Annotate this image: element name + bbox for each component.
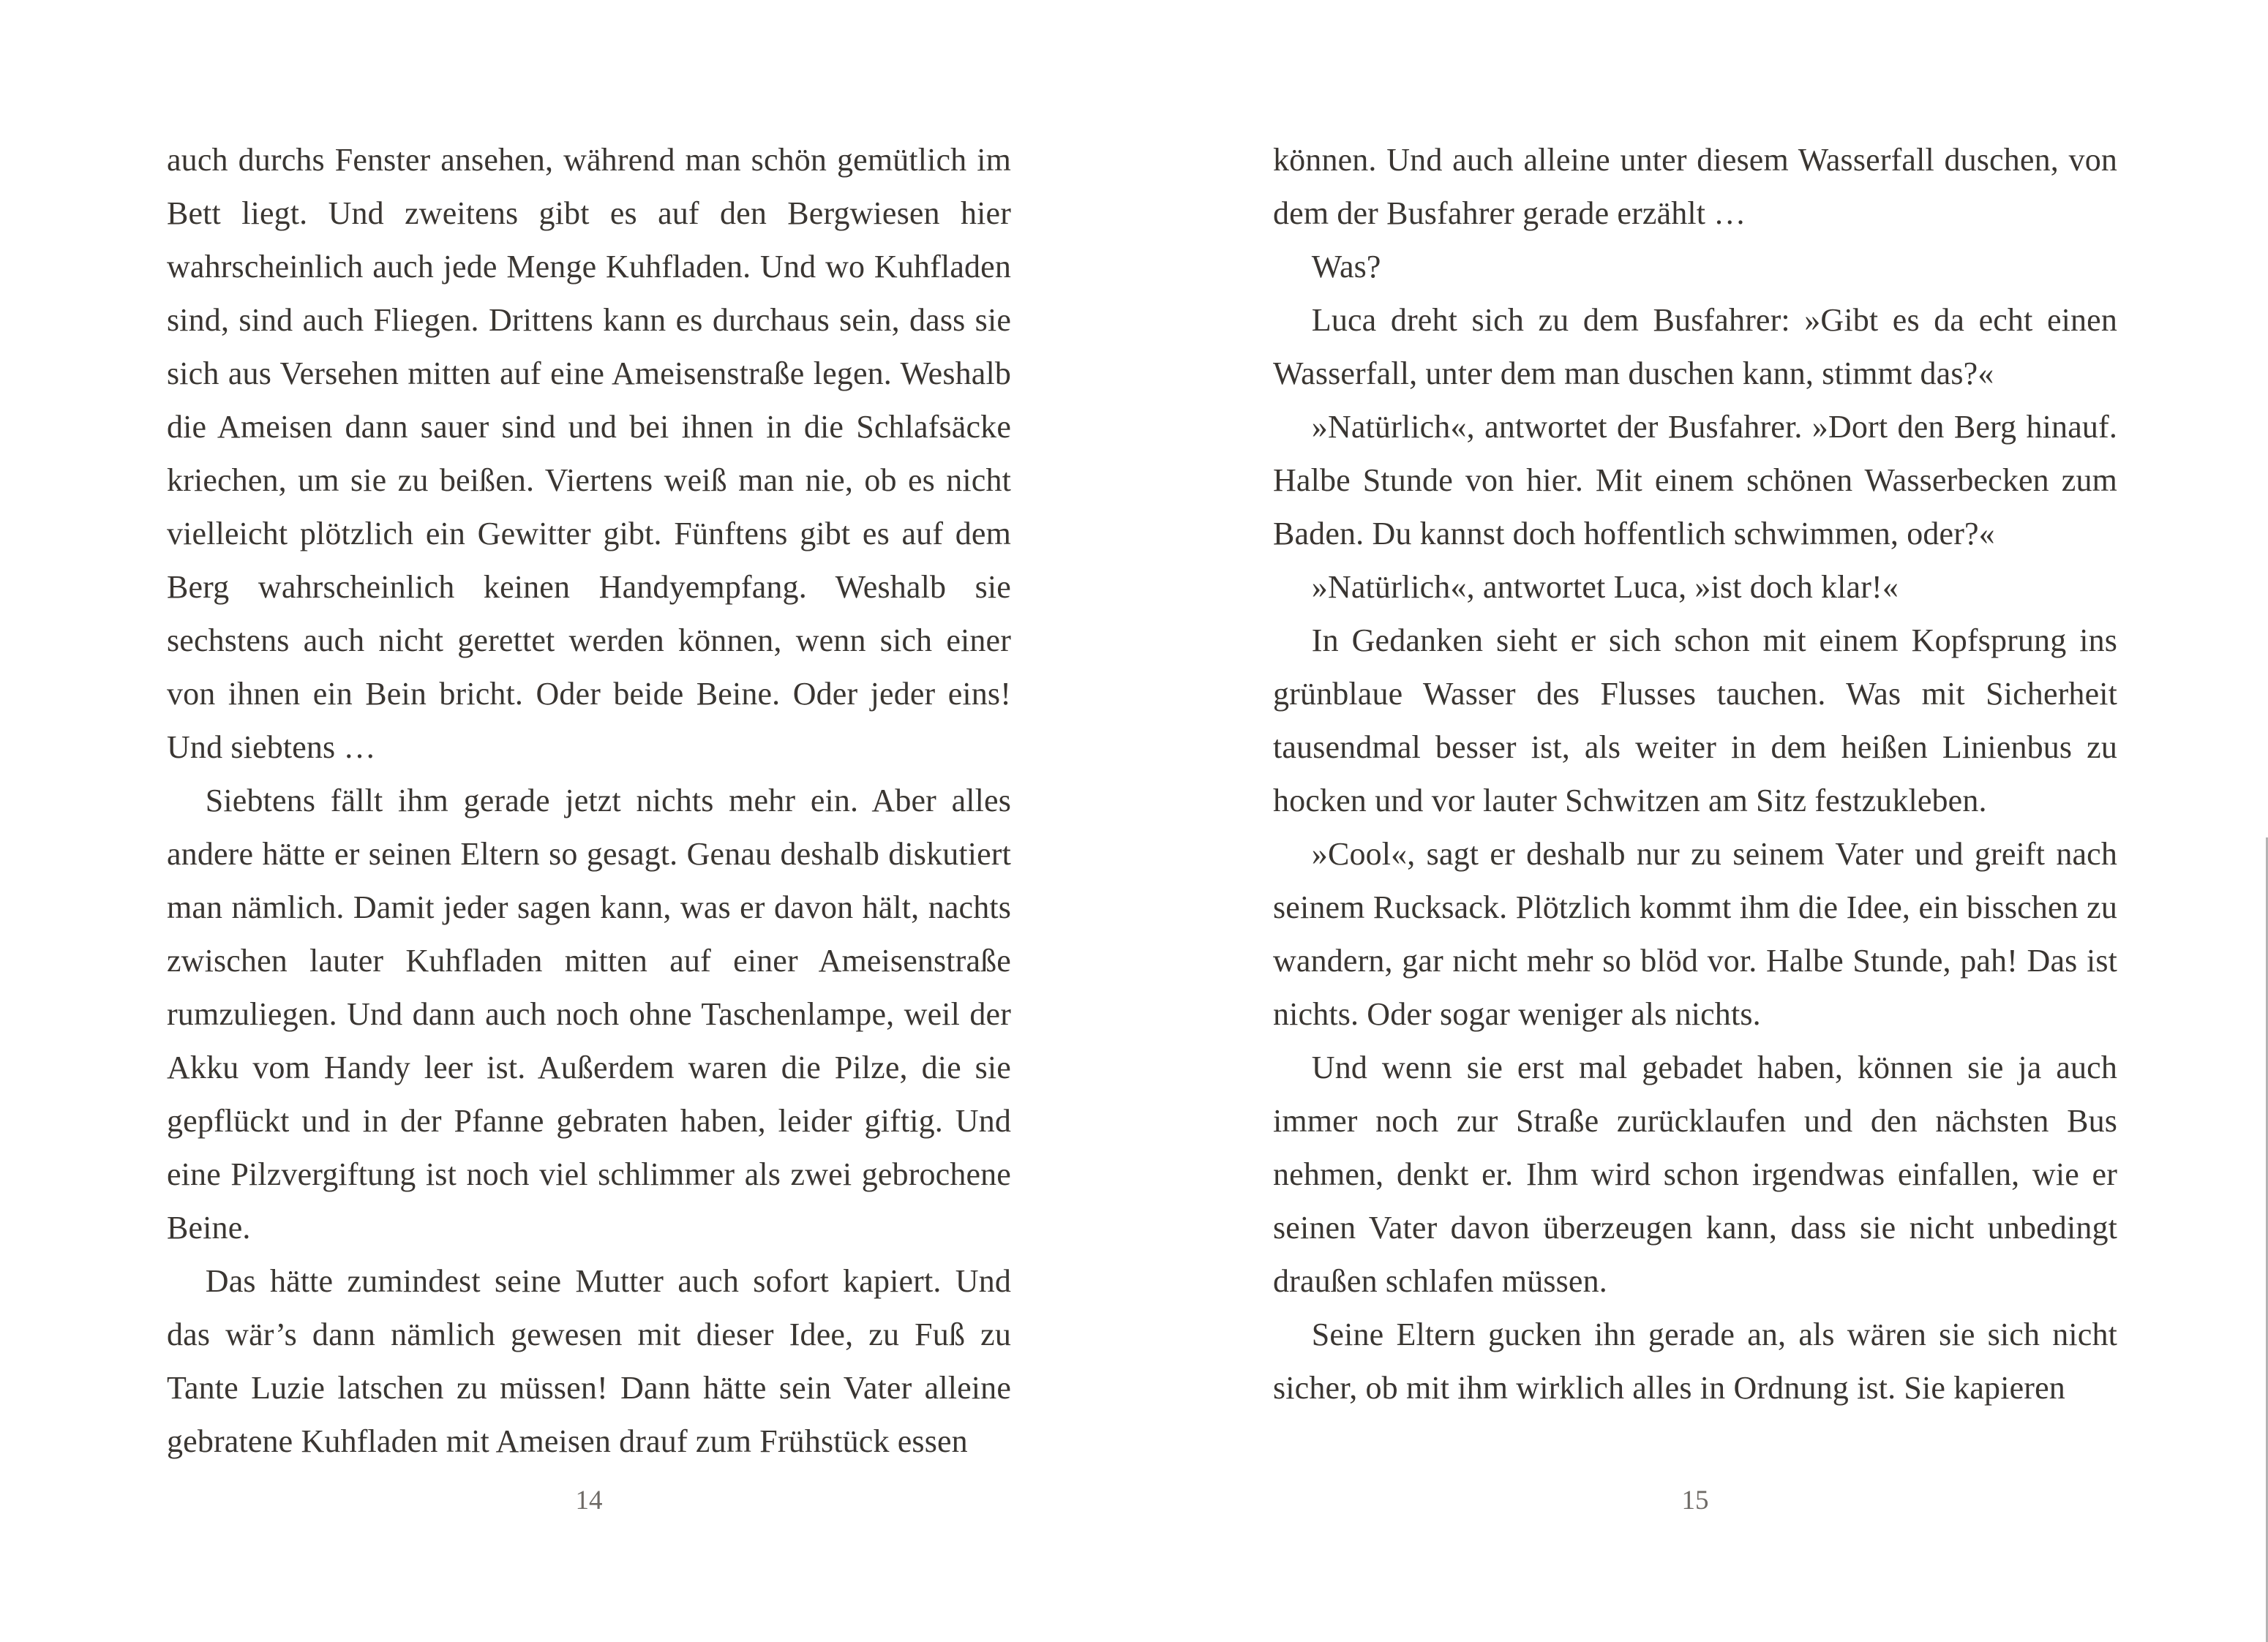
page-number-left: 14 bbox=[575, 1485, 603, 1515]
paragraph: Und wenn sie erst mal gebadet haben, können sie ja auch immer noch zur Straße zurücklaufen und den nächsten Bus nehmen, denkt er. Ihm wird schon irgendwas einfallen, wie er seinen Vater davon überzeugen kann, dass sie nicht unbedingt draußen schlafen müssen. bbox=[1273, 1050, 2117, 1299]
paragraph: »Cool«, sagt er deshalb nur zu seinem Vater und greift nach seinem Rucksack. Plötzlich kommt ihm die Idee, ein bisschen zu wandern, gar nicht mehr so blöd vor. Halbe Stunde, pah! Das ist nichts. Oder sogar weniger als nichts. bbox=[1273, 836, 2117, 1032]
page-right-text bbox=[1273, 133, 2117, 1415]
paragraph: Was? bbox=[1311, 249, 1381, 285]
page-left-text bbox=[167, 133, 1011, 1468]
paragraph: »Natürlich«, antwortet der Busfahrer. »Dort den Berg hinauf. Halbe Stunde von hier. Mit einem schönen Wasserbecken zum Baden. Du kannst doch hoffentlich schwimmen, oder?« bbox=[1273, 409, 2117, 551]
paragraph: Siebtens fällt ihm gerade jetzt nichts mehr ein. Aber alles andere hätte er seinen Eltern so gesagt. Genau deshalb diskutiert man nämlich. Damit jeder sagen kann, was er davon hält, nachts zwischen lauter Kuhfladen mitten auf einer Ameisenstraße rumzuliegen. Und dann auch noch ohne Taschenlampe, weil der Akku vom Handy leer ist. Außerdem waren die Pilze, die sie gepflückt und in der Pfanne gebraten haben, leider giftig. Und eine Pilzvergiftung ist noch viel schlimmer als zwei gebrochene Beine. bbox=[167, 783, 1011, 1246]
page-right bbox=[1134, 0, 2268, 1642]
paragraph: Das hätte zumindest seine Mutter auch sofort kapiert. Und das wär’s dann nämlich gewesen mit dieser Idee, zu Fuß zu Tante Luzie latschen zu müssen! Dann hätte sein Vater alleine gebratene Kuhfladen mit Ameisen drauf zum Frühstück essen bbox=[167, 1263, 1011, 1459]
paragraph: Seine Eltern gucken ihn gerade an, als wären sie sich nicht sicher, ob mit ihm wirklich alles in Ordnung ist. Sie kapieren bbox=[1273, 1317, 2117, 1406]
paragraph: Luca dreht sich zu dem Busfahrer: »Gibt es da echt einen Wasserfall, unter dem man duschen kann, stimmt das?« bbox=[1273, 302, 2117, 391]
paragraph: können. Und auch alleine unter diesem Wasserfall duschen, von dem der Busfahrer gerade erzählt … bbox=[1273, 142, 2117, 231]
paragraph: In Gedanken sieht er sich schon mit einem Kopfsprung ins grünblaue Wasser des Flusses tauchen. Was mit Sicherheit tausendmal besser ist, als weiter in dem heißen Linienbus zu hocken und vor lauter Schwitzen am Sitz festzukleben. bbox=[1273, 622, 2117, 818]
paragraph: auch durchs Fenster ansehen, während man schön gemütlich im Bett liegt. Und zweitens gibt es auf den Bergwiesen hier wahrscheinlich auch jede Menge Kuhfladen. Und wo Kuhfladen sind, sind auch Fliegen. Drittens kann es durchaus sein, dass sie sich aus Versehen mitten auf eine Ameisenstraße legen. Weshalb die Ameisen dann sauer sind und bei ihnen in die Schlafsäcke kriechen, um sie zu beißen. Viertens weiß man nie, ob es nicht vielleicht plötzlich ein Gewitter gibt. Fünftens gibt es auf dem Berg wahrscheinlich keinen Handyempfang. Weshalb sie sechstens auch nicht gerettet werden können, wenn sich einer von ihnen ein Bein bricht. Oder beide Beine. Oder jeder eins! Und siebtens … bbox=[167, 142, 1011, 765]
paragraph: »Natürlich«, antwortet Luca, »ist doch klar!« bbox=[1311, 569, 1899, 605]
page-number-right: 15 bbox=[1681, 1485, 1709, 1515]
